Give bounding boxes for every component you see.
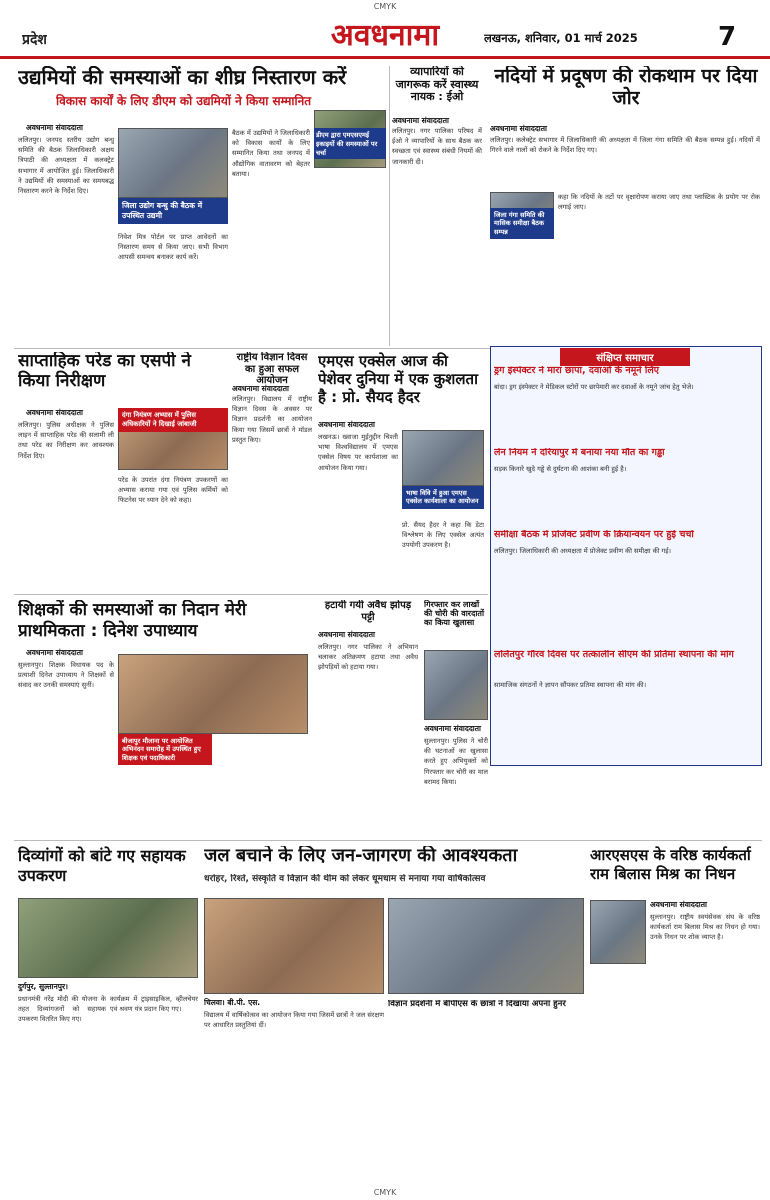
- disabled-body: प्रधानमंत्री नरेंद्र मोदी की योजना के तहत दिव्यांगजनों को सहायक उपकरण वितरित किए गए।: [18, 995, 106, 1024]
- brief-3-headline: समीक्षा बैठक में प्रोजेक्ट प्रवीण के क्रियान्वयन पर हुई चर्चा: [494, 530, 694, 540]
- header-rule: [0, 56, 770, 59]
- rss-byline: अवधनामा संवाददाता: [650, 900, 707, 909]
- masthead-logo: अवधनामा: [330, 18, 440, 53]
- section-title: प्रदेश: [22, 32, 47, 48]
- industry-headline: उद्यमियों की समस्याओं का शीघ्र निस्तारण करें: [18, 66, 347, 89]
- water-photo-1: [204, 898, 384, 994]
- science-body: ललितपुर। विद्यालय में राष्ट्रीय विज्ञान दिवस के अवसर पर विज्ञान प्रदर्शनी का आयोजन किया गया जिसमें छात्रों ने मॉडल प्रस्तुत किए।: [232, 395, 312, 444]
- theft-headline: गिरफ्तार कर लाखों की चोरी की वारदातों का किया खुलासा: [424, 600, 485, 628]
- rss-photo: [590, 900, 646, 964]
- water-byline: चिलवा। बी.पी. एस.: [204, 998, 261, 1007]
- teachers-photo: [118, 654, 308, 734]
- industry-body-2: निवेश मित्र पोर्टल पर प्राप्त आवेदनों का निस्तारण समय से किया जाए। सभी विभाग आपसी समन्वय बनाकर कार्य करें।: [118, 233, 228, 262]
- brief-1-headline: ड्रग इंस्पेक्टर ने मारा छापा, दवाओं के नमूने लिए: [494, 366, 660, 376]
- disabled-byline: दुर्गपुर, सुल्तानपुर।: [18, 982, 68, 991]
- industry-body: ललितपुर। जनपद स्तरीय उद्योग बन्धु समिति की बैठक जिलाधिकारी अक्षय त्रिपाठी की अध्यक्षता में कलक्ट्रेट सभागार में आयोजित हुई। जिलाधिकारी ने उद्यमियों की समस्याओं का समयबद्ध निस्तारण करने के निर्देश दिए।: [18, 136, 114, 196]
- brief-3-body: ललितपुर। जिलाधिकारी की अध्यक्षता में प्रोजेक्ट प्रवीण की समीक्षा की गई।: [494, 547, 671, 555]
- rivers-caption: जिला गंगा समिति की मासिक समीक्षा बैठक सम्पन्न: [490, 208, 554, 239]
- rss-body: सुल्तानपुर। राष्ट्रीय स्वयंसेवक संघ के वरिष्ठ कार्यकर्ता राम बिलास मिश्र का निधन हो गया। उनके निधन पर शोक व्याप्त है।: [650, 913, 760, 942]
- page-number: 7: [718, 22, 737, 52]
- excel-byline: अवधनामा संवाददाता: [318, 420, 375, 429]
- water-photo-2: [388, 898, 584, 994]
- water-subhead: धरोहर, रिश्ते, संस्कृति व विज्ञान की थीम को लेकर धूमधाम से मनाया गया वार्षिकोत्सव: [204, 874, 486, 884]
- teachers-body: सुल्तानपुर। शिक्षक विधायक पद के प्रत्याशी दिनेश उपाध्याय ने शिक्षकों से संवाद कर उनकी समस्याएं सुनीं।: [18, 661, 114, 690]
- excel-headline: एमएस एक्सेल आज की पेशेवर दुनिया में एक कुशलता है : प्रो. सैयद हैदर: [318, 352, 478, 406]
- parade-body-2: परेड के उपरांत दंगा नियंत्रण उपकरणों का अभ्यास कराया गया एवं पुलिस कर्मियों को फिटनेस पर ध्यान देने को कहा।: [118, 476, 228, 505]
- huts-byline: अवधनामा संवाददाता: [318, 630, 375, 639]
- parade-byline: अवधनामा संवाददाता: [26, 408, 83, 417]
- excel-body-2: प्रो. सैयद हैदर ने कहा कि डेटा विश्लेषण के लिए एक्सेल अत्यंत उपयोगी उपकरण है।: [402, 521, 484, 550]
- cmyk-mark-top: CMYK: [373, 2, 397, 11]
- parade-headline: साप्ताहिक परेड का एसपी ने किया निरीक्षण: [18, 352, 191, 391]
- huts-body: ललितपुर। नगर पालिका ने अभियान चलाकर अतिक्रमण हटाया तथा अवैध झोपड़ियों को हटाया गया।: [318, 643, 418, 672]
- huts-headline: हटायी गयी अवैध झोपड़ पट्टी: [324, 600, 412, 623]
- water-body: विद्यालय में वार्षिकोत्सव का आयोजन किया गया जिसमें छात्रों ने जल संरक्षण पर आधारित प्रस्तुतियां दीं।: [204, 1011, 384, 1030]
- disabled-headline: दिव्यांगों को बांटे गए सहायक उपकरण: [18, 846, 186, 885]
- brief-2-body: सड़क किनारे खुदे गड्ढे से दुर्घटना की आशंका बनी हुई है।: [494, 465, 627, 473]
- industry-photo: [118, 128, 228, 198]
- brief-4-headline: ललितपुर गौरव दिवस पर तत्कालीन सीएम की प्रतिमा स्थापना की मांग: [494, 650, 734, 660]
- water-body-2: विज्ञान प्रदर्शनी में बीपीएस के छात्रों ने दिखाया अपना हुनर: [388, 1000, 566, 1009]
- divider: [14, 840, 762, 841]
- dateline: लखनऊ, शनिवार, 01 मार्च 2025: [484, 31, 638, 45]
- disabled-body-2: कार्यक्रम में ट्राइसाइकिल, व्हीलचेयर एवं श्रवण यंत्र प्रदान किए गए।: [110, 995, 198, 1014]
- teachers-headline: शिक्षकों की समस्याओं का निदान मेरी प्राथमिकता : दिनेश उपाध्याय: [18, 600, 247, 642]
- rivers-byline: अवधनामा संवाददाता: [490, 124, 547, 133]
- excel-caption: भाषा विवि में हुआ एमएस एक्सेल कार्यशाला का आयोजन: [402, 486, 484, 509]
- disabled-photo: [18, 898, 198, 978]
- eo-headline: व्यापारियों को जागरूक करें स्वास्थ्य नायक : ईओ: [395, 66, 479, 104]
- rivers-headline: नदियों में प्रदूषण की रोकथाम पर दिया जोर: [494, 66, 758, 109]
- industry-subhead: विकास कार्यों के लिए डीएम को उद्यमियों ने किया सम्मानित: [56, 94, 312, 108]
- brief-4-body: सामाजिक संगठनों ने ज्ञापन सौंपकर प्रतिमा स्थापना की मांग की।: [494, 681, 647, 689]
- theft-byline: अवधनामा संवाददाता: [424, 724, 481, 733]
- industry-caption: जिला उद्योग बन्धु की बैठक में उपस्थित उद्यमी: [118, 198, 228, 224]
- briefs-label: संक्षिप्त समाचार: [560, 348, 690, 366]
- eo-byline: अवधनामा संवाददाता: [392, 116, 449, 125]
- teachers-caption: बीजापुर मौलाना पर आयोजित अभिनंदन समारोह में उपस्थित हुए शिक्षक एवं पदाधिकारी: [118, 734, 212, 765]
- excel-body: लखनऊ। ख्वाजा मुईनुद्दीन चिश्ती भाषा विश्वविद्यालय में एमएस एक्सेल विषय पर कार्यशाला का आयोजन किया गया।: [318, 433, 398, 472]
- science-byline: अवधनामा संवाददाता: [232, 384, 289, 393]
- rivers-body-2: कहा कि नदियों के तटों पर वृक्षारोपण कराया जाए तथा प्लास्टिक के प्रयोग पर रोक लगाई जाए।: [558, 193, 760, 212]
- cmyk-mark-bottom: CMYK: [373, 1188, 397, 1197]
- rss-headline: आरएसएस के वरिष्ठ कार्यकर्ता राम बिलास मिश्र का निधन: [590, 846, 751, 883]
- eo-body: ललितपुर। नगर पालिका परिषद में ईओ ने व्यापारियों के साथ बैठक कर स्वच्छता एवं स्वास्थ्य संबंधी नियमों की जानकारी दी।: [392, 127, 482, 166]
- parade-caption: दंगा नियंत्रण अभ्यास में पुलिस अधिकारियों ने दिखाई जांबाजी: [118, 408, 228, 432]
- brief-2-headline: लेन नियम ने दरियापुर में बनाया नया मौत का गड्ढा: [494, 448, 665, 458]
- brief-1-body: बांदा। ड्रग इंस्पेक्टर ने मेडिकल स्टोरों पर छापेमारी कर दवाओं के नमूने जांच हेतु भेजे।: [494, 383, 694, 391]
- water-headline: जल बचाने के लिए जन-जागरण की आवश्यकता: [204, 846, 518, 866]
- divider: [389, 66, 390, 346]
- divider: [14, 594, 488, 595]
- teachers-byline: अवधनामा संवाददाता: [26, 648, 83, 657]
- dm-tag: डीएम द्वारा एमएसएमई इकाइयों की समस्याओं पर चर्चा: [314, 128, 386, 159]
- theft-body: सुल्तानपुर। पुलिस ने चोरी की घटनाओं का खुलासा करते हुए अभियुक्तों को गिरफ्तार कर चोरी का माल बरामद किया।: [424, 737, 488, 786]
- industry-body-3: बैठक में उद्यमियों ने जिलाधिकारी को विकास कार्यों के लिए सम्मानित किया तथा जनपद में औद्योगिक वातावरण को बेहतर बताया।: [232, 129, 310, 178]
- excel-photo: [402, 430, 484, 486]
- industry-byline: अवधनामा संवाददाता: [26, 123, 83, 132]
- rivers-body: ललितपुर। कलेक्ट्रेट सभागार में जिलाधिकारी की अध्यक्षता में जिला गंगा समिति की बैठक सम्पन्न हुई। नदियों में गिरने वाले नालों को रोकने के निर्देश दिए गए।: [490, 136, 760, 155]
- parade-body: ललितपुर। पुलिस अधीक्षक ने पुलिस लाइन में साप्ताहिक परेड की सलामी ली तथा परेड का निरीक्षण कर आवश्यक निर्देश दिए।: [18, 421, 114, 460]
- theft-photo: [424, 650, 488, 720]
- science-headline: राष्ट्रीय विज्ञान दिवस का हुआ सफल आयोजन: [236, 352, 308, 386]
